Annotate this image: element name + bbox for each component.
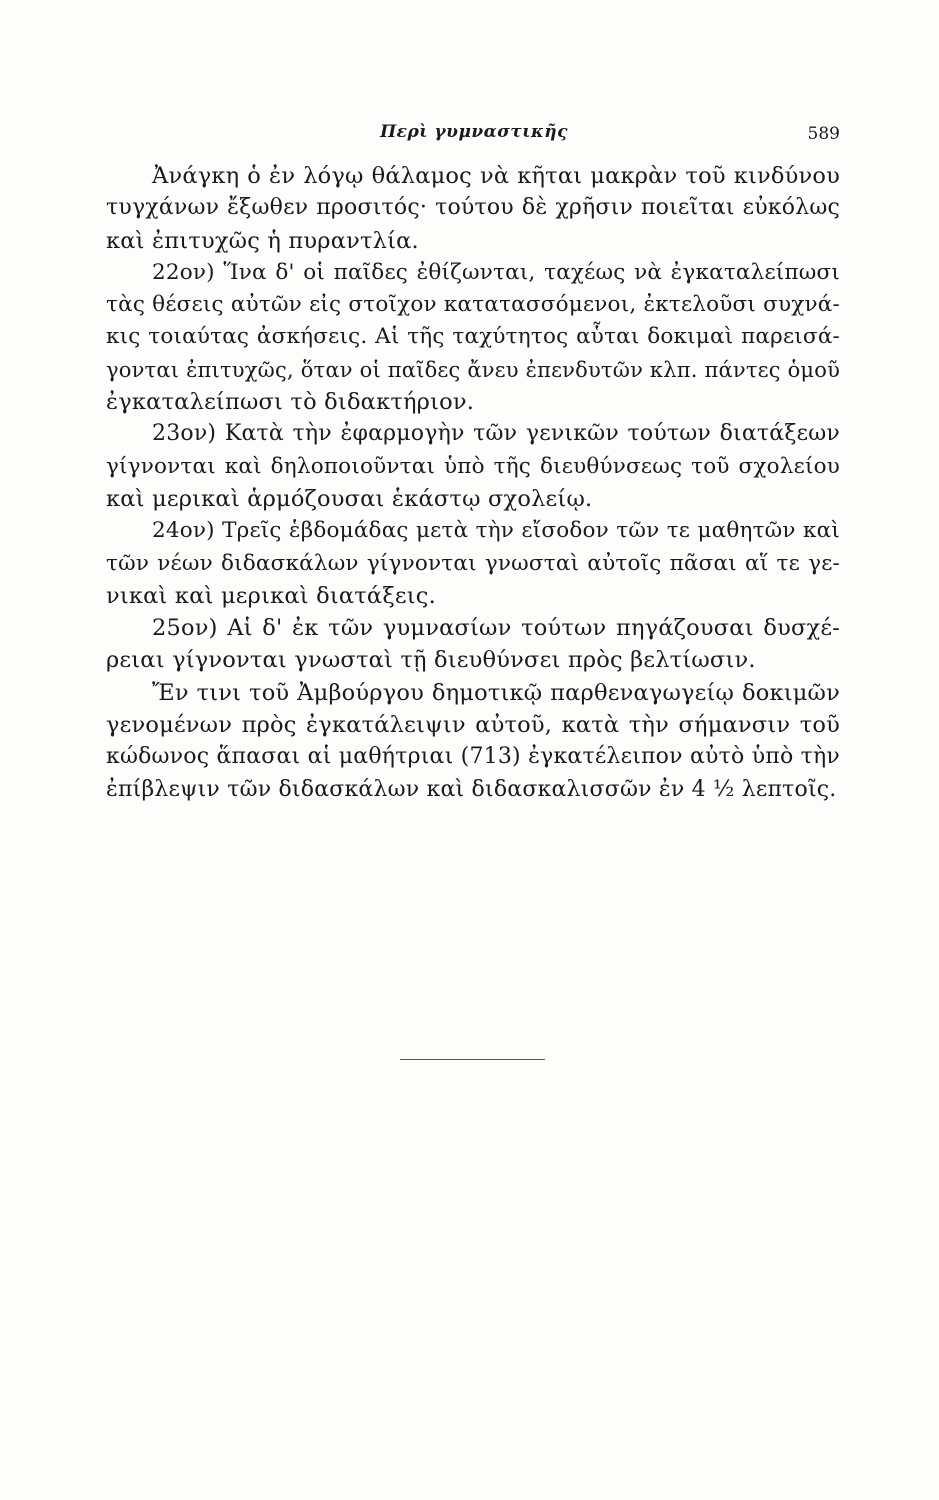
text-line: καὶ ἐπιτυχῶς ἡ πυραντλία.: [106, 227, 419, 254]
text-line: γενομένων πρὸς ἐγκατάλειψιν αὐτοῦ, κατὰ τὴν σήμανσιν τοῦ: [106, 712, 840, 739]
text-line: ἐπίβλεψιν τῶν διδασκάλων καὶ διδασκαλισσῶν ἐν 4 ½ λεπτοῖς.: [106, 776, 837, 802]
text-line: Ἀνάγκη ὁ ἐν λόγῳ θάλαμος νὰ κῆται μακρὰν τοῦ κινδύνου: [152, 163, 840, 189]
text-line: νικαὶ καὶ μερικαὶ διατάξεις.: [106, 582, 436, 609]
text-line: τῶν νέων διδασκάλων γίγνονται γνωσταὶ αὐτοῖς πᾶσαι αἵ τε γε-: [106, 550, 840, 576]
text-line: ἐγκαταλείπωσι τὸ διδακτήριον.: [106, 389, 475, 416]
running-head: [108, 118, 840, 148]
text-line: τὰς θέσεις αὐτῶν εἰς στοῖχον κατατασσόμενοι, ἐκτελοῦσι συχνά-: [106, 292, 840, 318]
text-line: 22ον) Ἵνα δ' οἱ παῖδες ἐθίζωνται, ταχέως νὰ ἐγκαταλείπωσι: [152, 259, 840, 285]
page-number: 589: [807, 124, 840, 144]
text-line: κις τοιαύτας ἀσκήσεις. Αἱ τῆς ταχύτητος αὗται δοκιμαὶ παρεισά-: [106, 324, 840, 350]
text-line: κώδωνος ἅπασαι αἱ μαθήτριαι (713) ἐγκατέλειπον αὐτὸ ὑπὸ τὴν: [106, 744, 840, 770]
end-rule: [400, 1059, 545, 1060]
text-line: 25ον) Αἱ δ' ἐκ τῶν γυμνασίων τούτων πηγάζουσαι δυσχέ-: [152, 615, 840, 642]
text-line: ρειαι γίγνονται γνωσταὶ τῇ διευθύνσει πρὸς βελτίωσιν.: [106, 647, 756, 674]
text-line: Ἔν τινι τοῦ Ἀμβούργου δημοτικῷ παρθεναγωγείῳ δοκιμῶν: [152, 679, 840, 706]
text-line: καὶ μερικαὶ ἁρμόζουσαι ἑκάστῳ σχολείῳ.: [106, 485, 593, 512]
text-line: τυγχάνων ἔξωθεν προσιτός· τούτου δὲ χρῆσιν ποιεῖται εὐκόλως: [106, 195, 840, 221]
text-line: 24ον) Τρεῖς ἑβδομάδας μετὰ τὴν εἴσοδον τῶν τε μαθητῶν καὶ: [152, 518, 840, 544]
running-title: Περὶ γυμναστικῆς: [380, 122, 568, 142]
text-line: γονται ἐπιτυχῶς, ὅταν οἱ παῖδες ἄνευ ἐπενδυτῶν κλπ. πάντες ὁμοῦ: [106, 357, 841, 382]
text-line: γίγνονται καὶ δηλοποιοῦνται ὑπὸ τῆς διευθύνσεως τοῦ σχολείου: [106, 453, 840, 479]
body-text: [106, 160, 840, 806]
text-line: 23ον) Κατὰ τὴν ἐφαρμογὴν τῶν γενικῶν τούτων διατάξεων: [152, 421, 840, 447]
